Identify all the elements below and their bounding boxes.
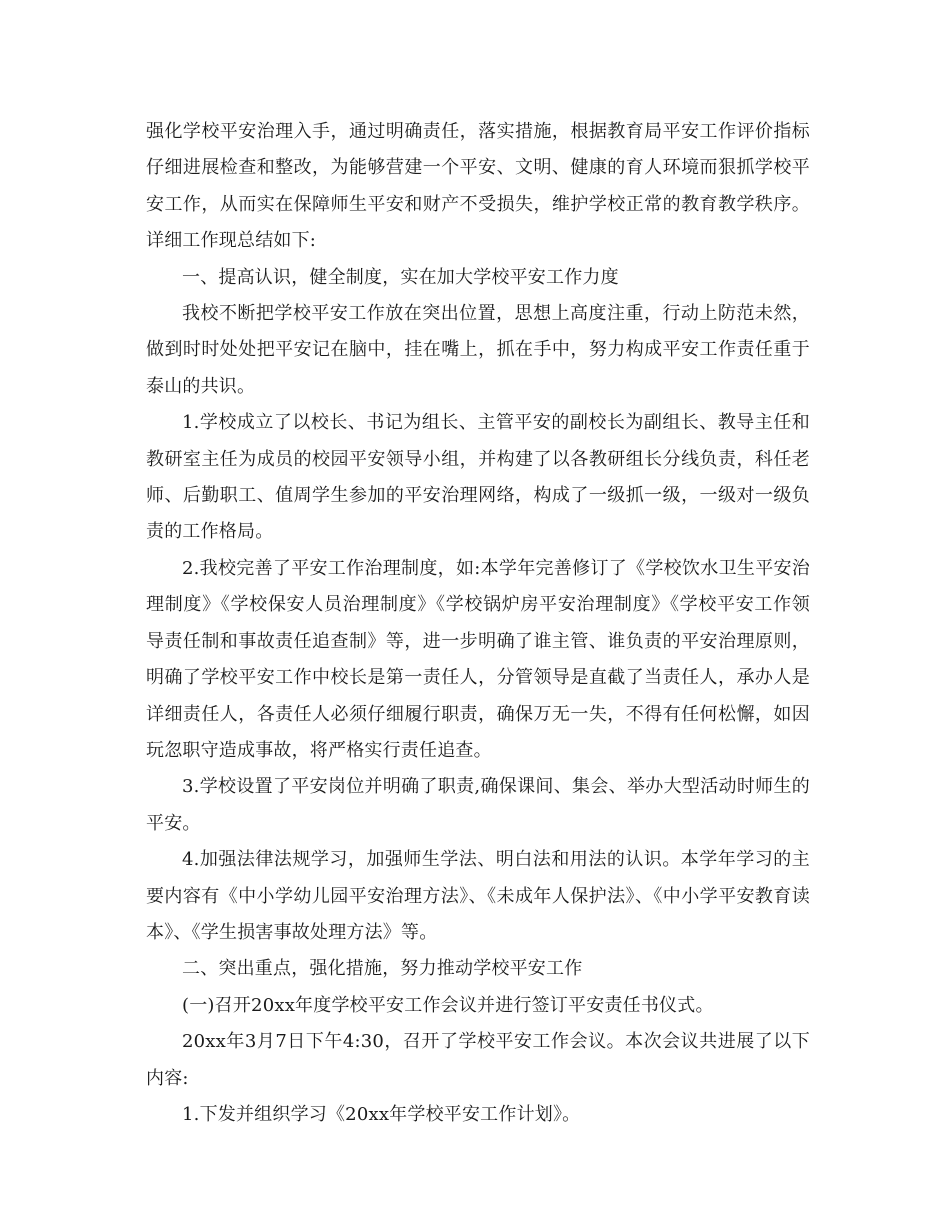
list-item-2: 2.我校完善了平安工作治理制度，如:本学年完善修订了《学校饮水卫生平安治理制度》《学校保安人员治理制度》《学校锅炉房平安治理制度》《学校平安工作领导责任制和事故责任追查制》等，进一步明确了谁主管、谁负责的平安治理原则，明确了学校平安工作中校长是第一责任人，分管领导是直截了当责任人，承办人是详细责任人，各责任人必须仔细履行职责，确保万无一失，不得有任何松懈，如因玩忽职守造成事故，将严格实行责任追查。 (146, 557, 810, 761)
paragraph-intro: 强化学校平安治理入手，通过明确责任，落实措施，根据教育局平安工作评价指标仔细进展检查和整改，为能够营建一个平安、文明、健康的育人环境而狠抓学校平安工作，从而实在保障师生平安和财产不受损失，维护学校正常的教育教学秩序。详细工作现总结如下: (146, 121, 810, 252)
paragraph-meeting: 20xx年3月7日下午4:30，召开了学校平安工作会议。本次会议共进展了以下内容: (146, 1031, 810, 1089)
list-item-3: 3.学校设置了平安岗位并明确了职责,确保课间、集会、举办大型活动时师生的平安。 (146, 776, 810, 834)
list-item-4: 4.加强法律法规学习，加强师生学法、明白法和用法的认识。本学年学习的主要内容有《中小学幼儿园平安治理方法》、《未成年人保护法》、《中小学平安教育读本》、《学生损害事故处理方法》等。 (146, 849, 810, 943)
section-heading-1: 一、提高认识，健全制度，实在加大学校平安工作力度 (182, 266, 619, 288)
document-body (146, 114, 810, 1133)
list-item-1: 1.学校成立了以校长、书记为组长、主管平安的副校长为副组长、教导主任和教研室主任为成员的校园平安领导小组，并构建了以各教研组长分线负责，科任老师、后勤职工、值周学生参加的平安治理网络，构成了一级抓一级，一级对一级负责的工作格局。 (146, 412, 810, 543)
paragraph-awareness: 我校不断把学校平安工作放在突出位置，思想上高度注重，行动上防范未然，做到时时处处把平安记在脑中，挂在嘴上，抓在手中，努力构成平安工作责任重于泰山的共识。 (146, 303, 810, 397)
section-heading-2: 二、突出重点，强化措施，努力推动学校平安工作 (182, 958, 583, 980)
meeting-item-1: 1.下发并组织学习《20xx年学校平安工作计划》。 (182, 1103, 581, 1125)
subsection-heading-1: (一)召开20xx年度学校平安工作会议并进行签订平安责任书仪式。 (182, 994, 714, 1016)
